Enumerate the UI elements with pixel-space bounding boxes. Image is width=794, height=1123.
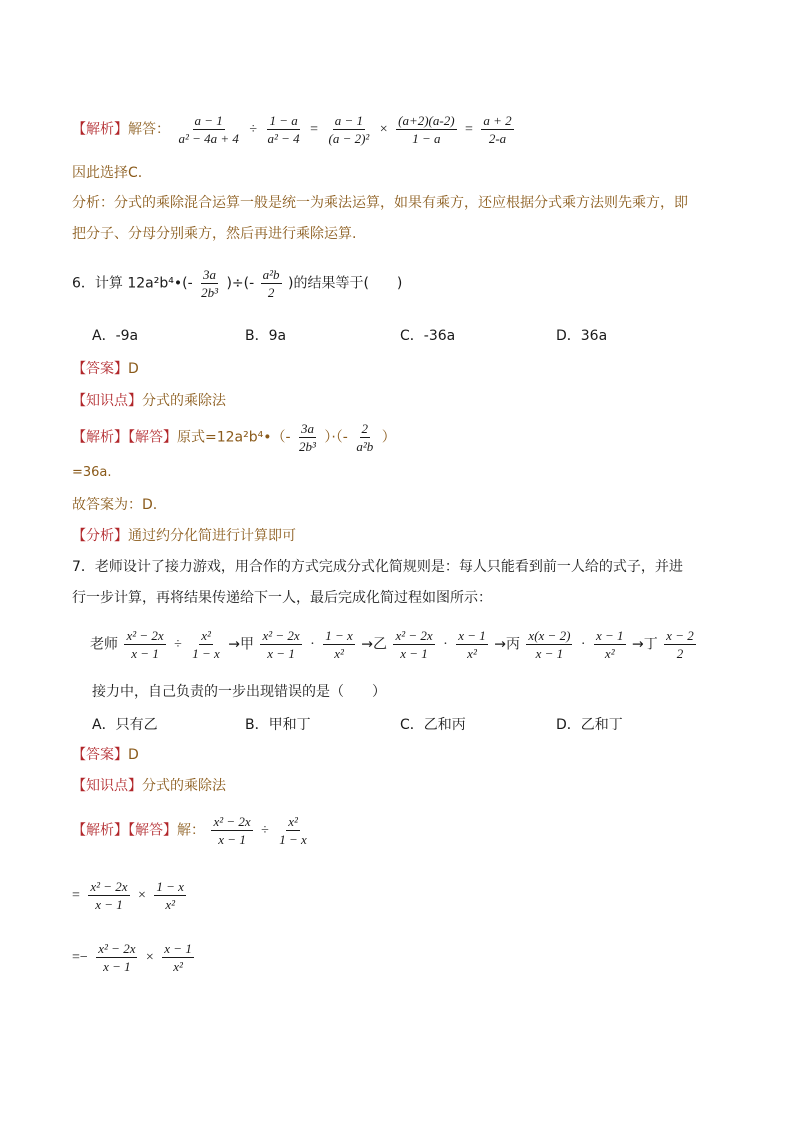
fraction: $\frac{1 - a}{\text{a² − 4}}$ (267, 113, 300, 146)
answer-line (72, 745, 139, 765)
fraction: $\frac{a - 1}{\text{(a − 2)²}}$ (328, 113, 370, 146)
solution-line-1 (72, 112, 516, 147)
solution-step-3: =− $\frac{\text{x² − 2x}}{x - 1}$ × $\frac{x - 1}{\text{x²}}$ (72, 941, 192, 974)
label-jia: →甲 (228, 636, 254, 653)
fraction: $\frac{2}{\text{a²b}}$ (356, 421, 374, 454)
operator: ÷ (249, 121, 258, 137)
knowledge-point-line (72, 776, 226, 796)
fraction: $\frac{\text{a²b}}{2}$ (262, 267, 280, 300)
kp-value: 分式的乘除法 (142, 778, 226, 794)
fraction: $\frac{a - 1}{\text{a² − 4a + 4}}$ (178, 113, 239, 146)
label-teacher: 老师 (90, 636, 118, 653)
answer-tag: 【答案】 (72, 747, 128, 763)
solution-line (72, 420, 396, 455)
analysis-line (72, 526, 296, 546)
analysis-tag: 【分析】 (72, 528, 128, 544)
result-line: =36a. (72, 465, 112, 480)
option-b: B．9a (245, 328, 287, 344)
operator: = (310, 121, 319, 137)
operator: × (379, 121, 388, 137)
analysis-line-2: 把分子、分母分别乘方，然后再进行乘除运算. (72, 226, 357, 242)
fraction: $\frac{a + 2}{2-a}$ (483, 113, 512, 146)
operator: = (465, 121, 473, 137)
solution-text: 原式=12a²b⁴•（- (177, 429, 291, 446)
option-c: C．乙和丙 (400, 717, 466, 733)
fraction: $\frac{3a}{\text{2b³}}$ (201, 267, 218, 300)
option-a: A．只有乙 (92, 717, 158, 733)
fraction: $\frac{3a}{\text{2b³}}$ (299, 421, 316, 454)
answer-value: D (128, 747, 139, 763)
knowledge-point-line (72, 391, 226, 411)
conclusion: 因此选择C. (72, 165, 143, 181)
label-bing: →丙 (494, 636, 520, 653)
question-7-line-1: 7．老师设计了接力游戏，用合作的方式完成分式化简规则是：每人只能看到前一人给的式子，并进 (72, 559, 683, 575)
answer-line (72, 359, 139, 379)
relay-chain: 老师 $\frac{\text{x² − 2x}}{x - 1}$ ÷ $\frac{\text{x²}}{1 - x}$ →甲 $\frac{\text{x² − 2x}}{x - 1}$ · $\frac{1 - x}{\text{x²}}$ →乙 $\frac{\text{x² − 2x}}{x - 1}$ · $\frac{x - 1}{\text{x²}}$ →丙 $\frac{x(x - 2)}{x - 1}$ · $\frac{x - 1}{\text{x²}}$ →丁 $\frac{x - 2}{2}$ (90, 628, 694, 661)
question-text: 6．计算 12a²b⁴•(- (72, 275, 193, 292)
answer-value: D (128, 361, 139, 377)
question-7-line-2: 行一步计算，再将结果传递给下一人，最后完成化简过程如图所示： (72, 590, 492, 606)
analysis-line-1: 分析：分式的乘除混合运算一般是统一为乘法运算，如果有乘方，还应根据分式乘方法则先乘方，即 (72, 195, 688, 211)
solution-tag: 【解析】【解答】 (72, 429, 177, 446)
solution-line: 【解析】【解答】解： $\frac{\text{x² − 2x}}{x - 1}$ ÷ $\frac{\text{x²}}{1 - x}$ (72, 814, 307, 847)
kp-value: 分式的乘除法 (142, 393, 226, 409)
solution-tag: 【解析】【解答】 (72, 822, 177, 839)
label-yi: →乙 (361, 636, 387, 653)
option-c: C．-36a (400, 328, 456, 344)
option-b: B．甲和丁 (245, 717, 311, 733)
fraction: $\frac{(a+2)(a-2)}{1 - a}$ (398, 113, 455, 146)
option-a: A．-9a (92, 328, 139, 344)
solution-step-2: = $\frac{\text{x² − 2x}}{x - 1}$ × $\frac{1 - x}{\text{x²}}$ (72, 879, 184, 912)
option-d: D．乙和丁 (556, 717, 623, 733)
kp-tag: 【知识点】 (72, 393, 142, 409)
question-text: )÷(- (226, 275, 255, 292)
analysis-value: 通过约分化简进行计算即可 (128, 528, 296, 544)
solution-text: ） (381, 429, 396, 446)
kp-tag: 【知识点】 (72, 778, 142, 794)
question-7-prompt: 接力中，自己负责的一步出现错误的是（ ） (92, 684, 386, 700)
final-answer: 故答案为：D. (72, 497, 158, 513)
option-d: D．36a (556, 328, 608, 344)
answer-prefix: 解答： (128, 121, 170, 138)
answer-tag: 【答案】 (72, 361, 128, 377)
label-ding: →丁 (631, 636, 658, 653)
analysis-tag: 【解析】 (72, 121, 128, 138)
question-6 (72, 266, 402, 301)
solution-text: ）·（- (324, 429, 348, 446)
question-text: )的结果等于( ) (287, 275, 403, 292)
solution-text: 解： (177, 822, 205, 839)
